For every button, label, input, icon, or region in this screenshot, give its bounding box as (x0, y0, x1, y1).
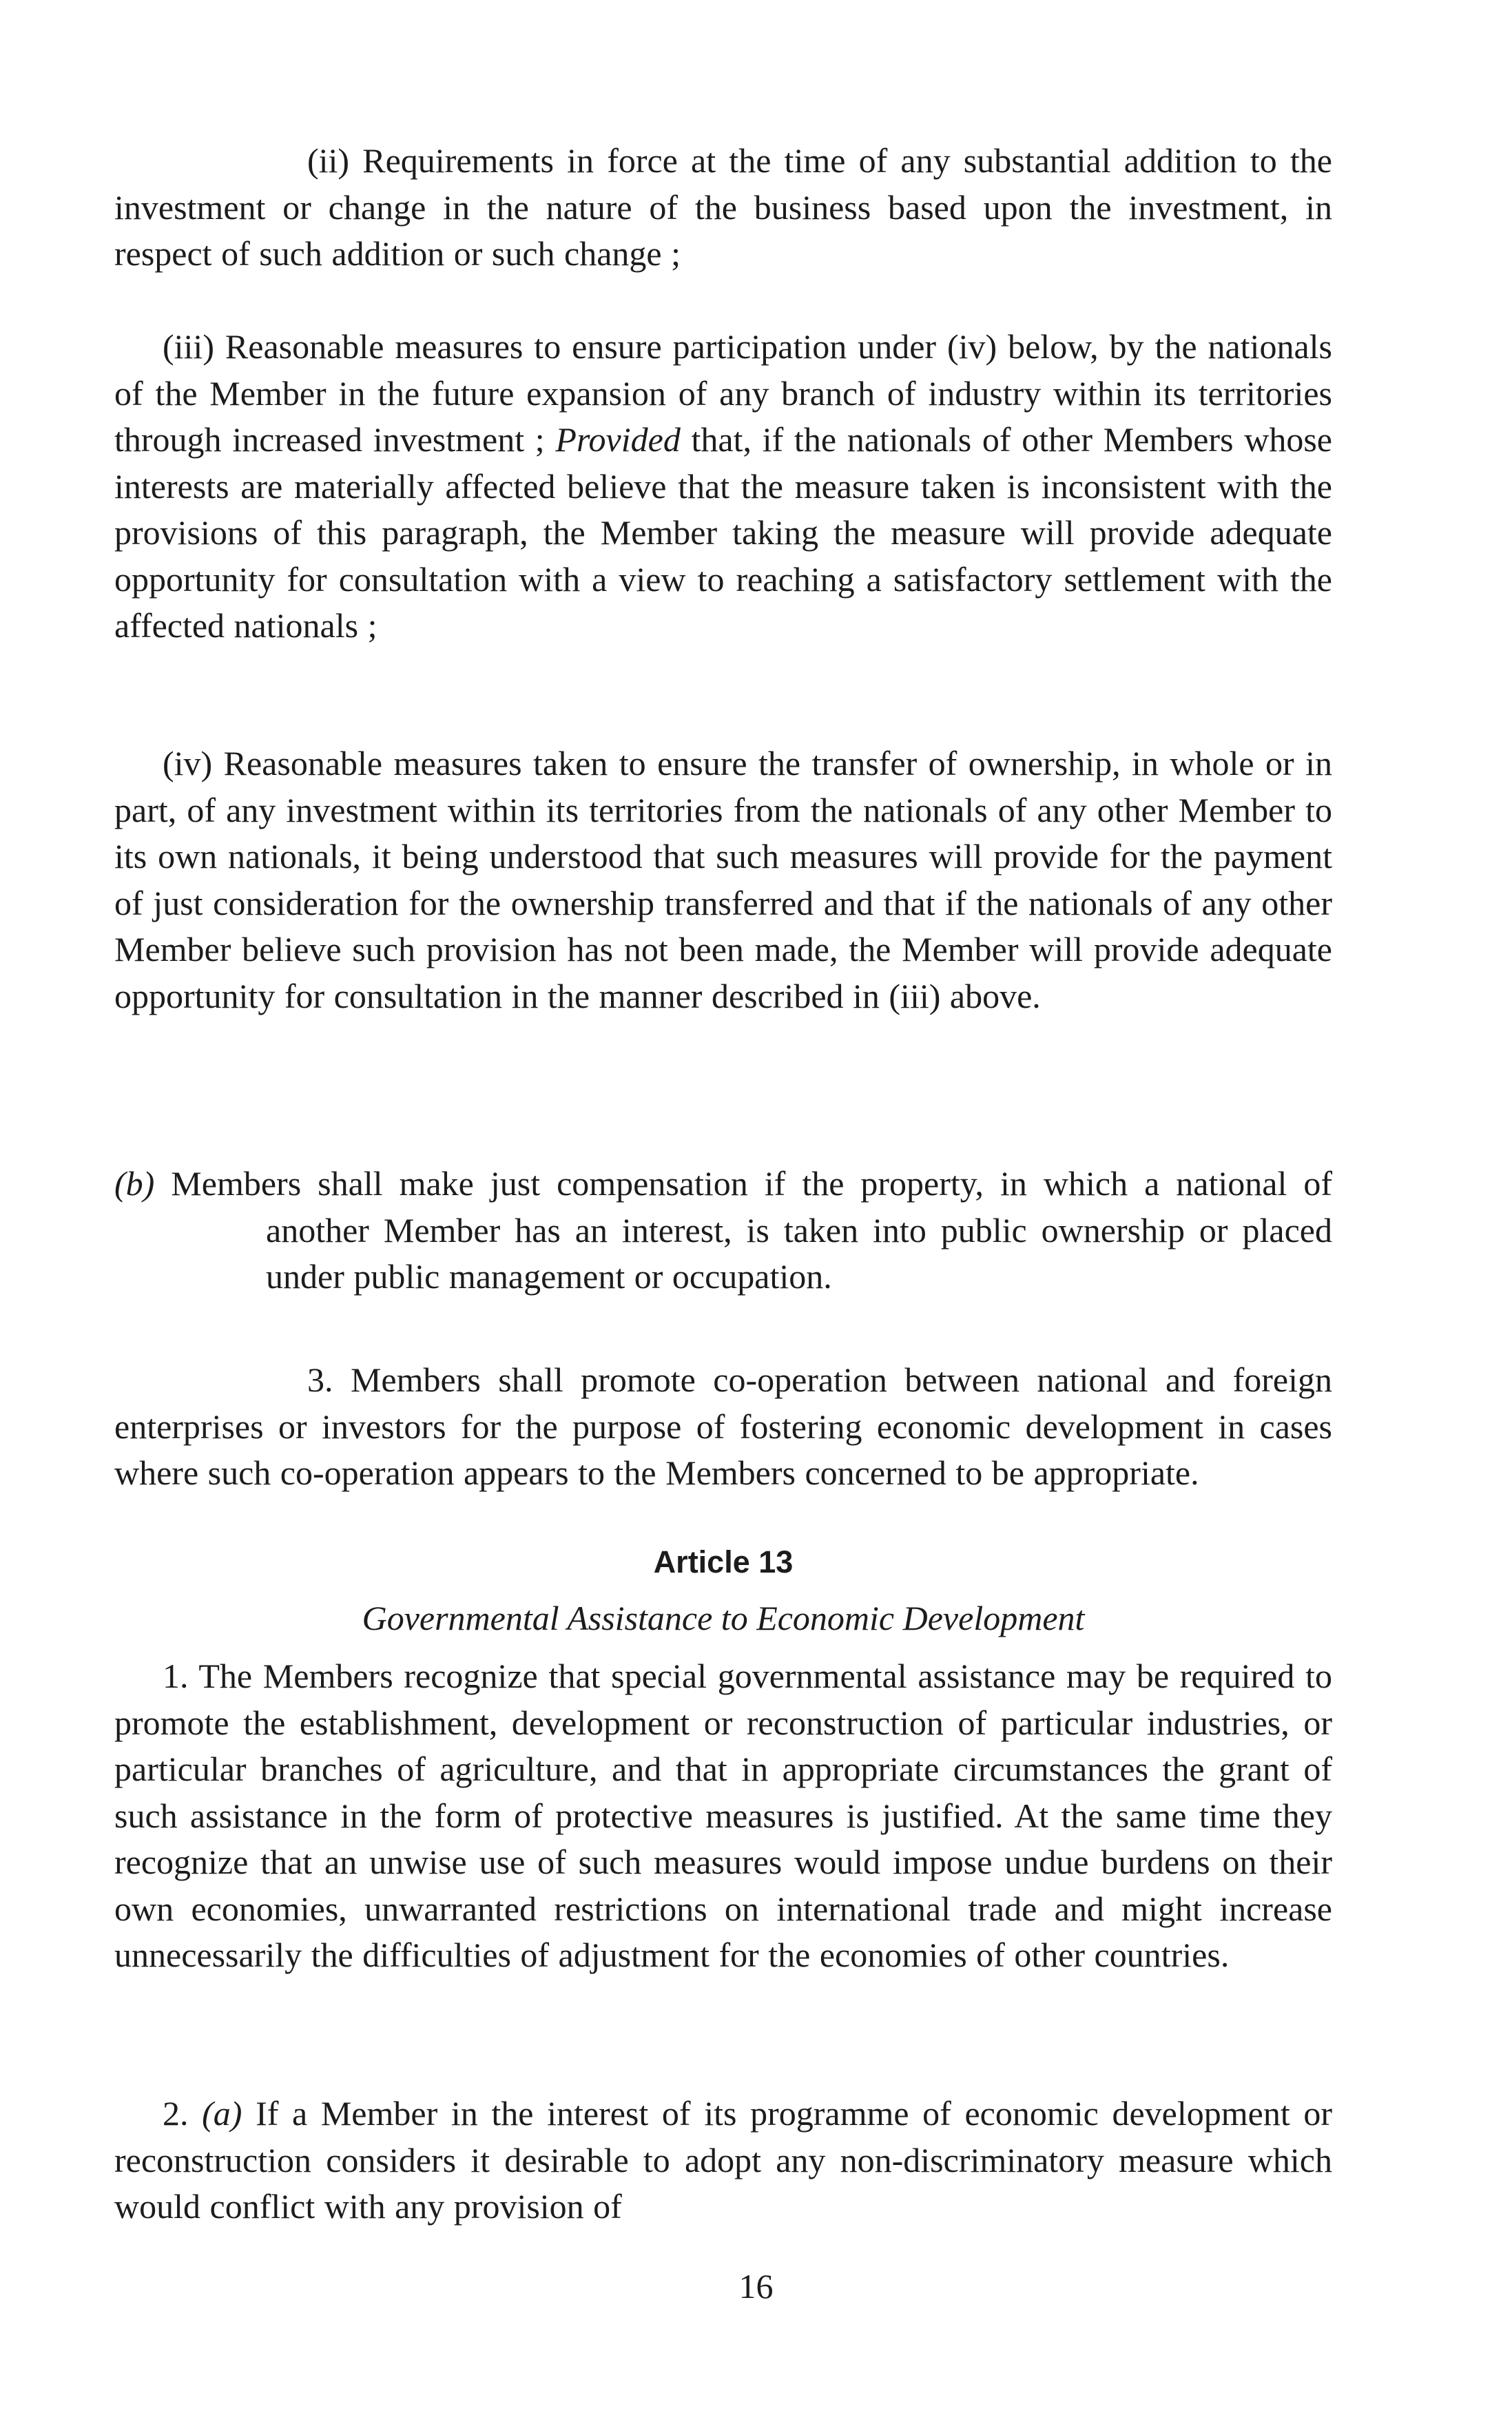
provided-italic: Provided (555, 420, 681, 459)
paragraph-b (114, 1161, 1332, 1301)
page-number: 16 (738, 2267, 774, 2306)
paragraph-iii-text-start: (iii) Reasonable measures to ensure participation under (iv) below, by the nationals of the Member in the future expansion of any branch of industry within its territories through increased investment ; (114, 327, 1332, 459)
paragraph-ii (114, 138, 1332, 278)
paragraph-iii (114, 324, 1332, 650)
paragraph-13-2-text: If a Member in the interest of its programme of economic development or reconstruction considers it desirable to adopt any non-discriminatory measure which would conflict with any provision of (114, 2094, 1333, 2226)
paragraph-13-1-text: 1. The Members recognize that special governmental assistance may be required to promote the establishment, development or reconstruction of particular industries, or particular branches of agriculture, and that in appropriate circumstances the grant of such assistance in the form of protective measures is justified. At the same time they recognize that an unwise use of such measures would impose undue burdens on their own economies, unwarranted restrictions on international trade and might increase unnecessarily the difficulties of adjustment for the economies of other countries. (114, 1657, 1332, 1974)
paragraph-3-text: 3. Members shall promote co-operation between national and foreign enterprises or investors for the purpose of fostering economic development in cases where such co-operation appears to the Members concerned to be appropriate. (114, 1360, 1332, 1492)
paragraph-b-text: Members shall make just compensation if the property, in which a national of another Member has an interest, is taken into public ownership or placed under public management or occupation. (154, 1164, 1332, 1296)
paragraph-b-label: (b) (114, 1164, 155, 1203)
paragraph-13-2-start: 2. (163, 2094, 203, 2133)
paragraph-iii-text-end: that, if the nationals of other Members whose interests are materially affected believe that the measure taken is inconsistent with the provisions of this paragraph, the Member taking the measure will provide adequate opportunity for consultation with a view to reaching a satisfactory settlement with the affected nationals ; (114, 420, 1332, 645)
article-title: Article 13 (653, 1544, 794, 1579)
paragraph-13-2 (114, 2091, 1332, 2230)
paragraph-3 (114, 1357, 1332, 1497)
paragraph-ii-text: (ii) Requirements in force at the time of any substantial addition to the investment or change in the nature of the business based upon the investment, in respect of such addition or such change ; (114, 141, 1332, 273)
paragraph-iv (114, 740, 1332, 1019)
paragraph-iv-text: (iv) Reasonable measures taken to ensure the transfer of ownership, in whole or in part, of any investment within its territories from the nationals of any other Member to its own nationals, it being understood that such measures will provide for the payment of just consideration for the ownership transferred and that if the nationals of any other Member believe such provision has not been made, the Member will provide adequate opportunity for consultation in the manner described in (iii) above. (114, 744, 1332, 1015)
article-subtitle: Governmental Assistance to Economic Development (362, 1599, 1085, 1637)
paragraph-13-2-label: (a) (202, 2094, 242, 2133)
paragraph-13-1 (114, 1653, 1332, 1979)
